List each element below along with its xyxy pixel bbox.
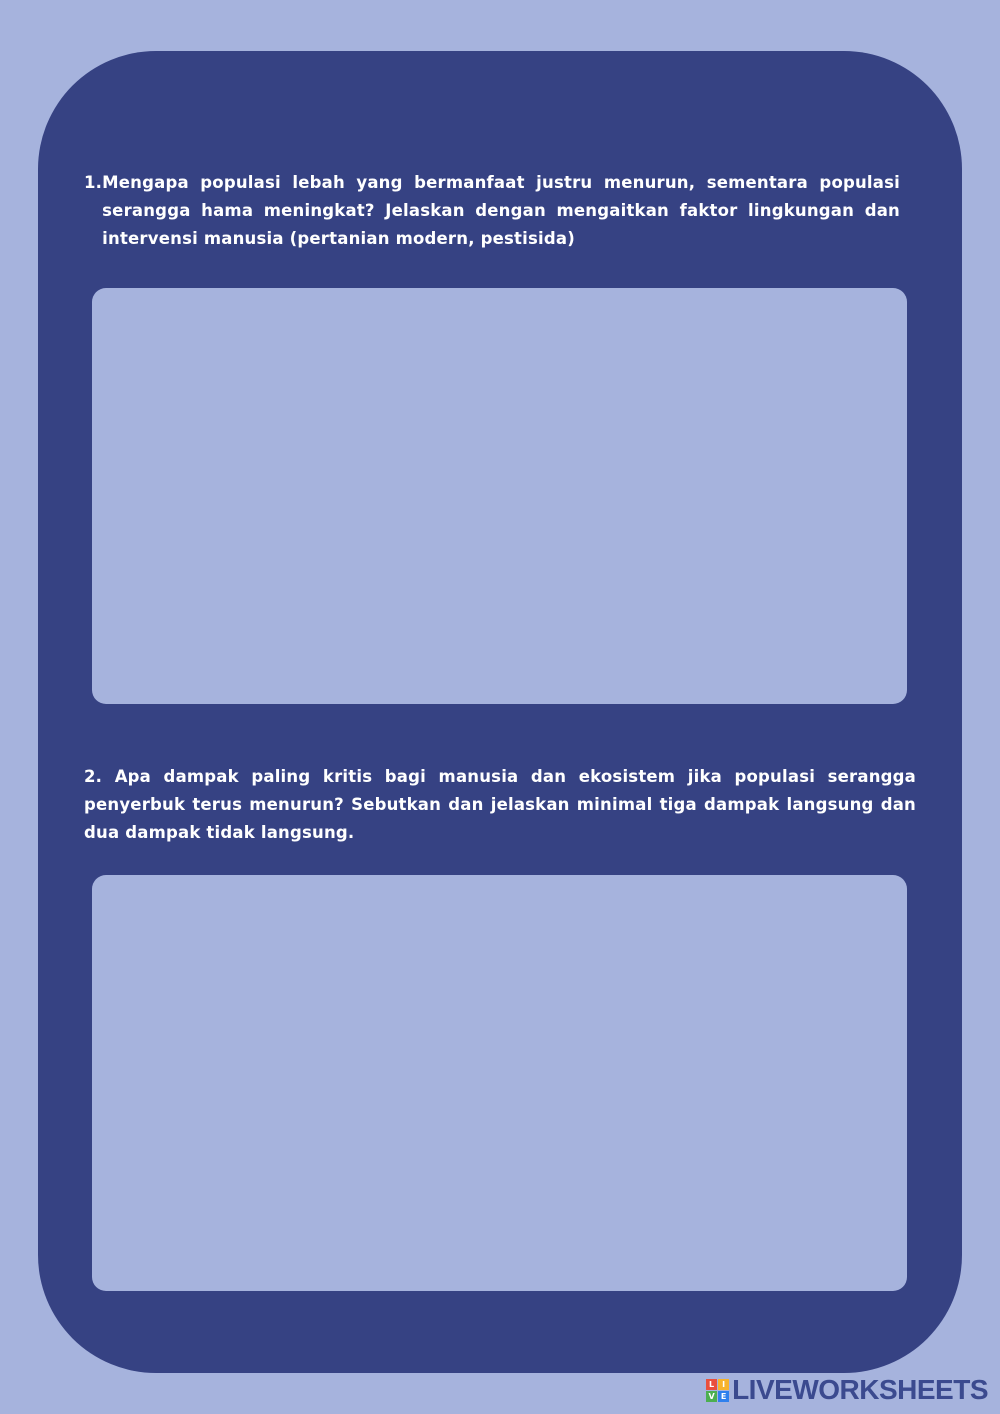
answer-box-1[interactable] bbox=[92, 288, 907, 704]
brand-wordmark: LIVEWORKSHEETS bbox=[732, 1374, 988, 1405]
question-1-text: Mengapa populasi lebah yang bermanfaat justru menurun, sementara populasi serangga hama meningkat? Jelaskan dengan mengaitkan faktor lingkungan dan intervensi manusia (pertanian modern, pestisida) bbox=[102, 173, 900, 248]
question-1-number: 1. bbox=[84, 173, 103, 192]
liveworksheets-logo-icon bbox=[706, 1379, 729, 1402]
answer-box-2[interactable] bbox=[92, 875, 907, 1291]
logo-letter-i: I bbox=[718, 1379, 729, 1390]
logo-letter-l: L bbox=[706, 1379, 717, 1390]
logo-letter-e: E bbox=[718, 1391, 729, 1402]
question-1 bbox=[84, 169, 900, 253]
liveworksheets-brand bbox=[706, 1374, 988, 1406]
logo-letter-v: V bbox=[706, 1391, 717, 1402]
question-2-text: 2. Apa dampak paling kritis bagi manusia dan ekosistem jika populasi serangga penyerbuk terus menurun? Sebutkan dan jelaskan minimal tiga dampak langsung dan dua dampak tidak langsung. bbox=[84, 767, 916, 842]
question-2 bbox=[84, 763, 916, 847]
